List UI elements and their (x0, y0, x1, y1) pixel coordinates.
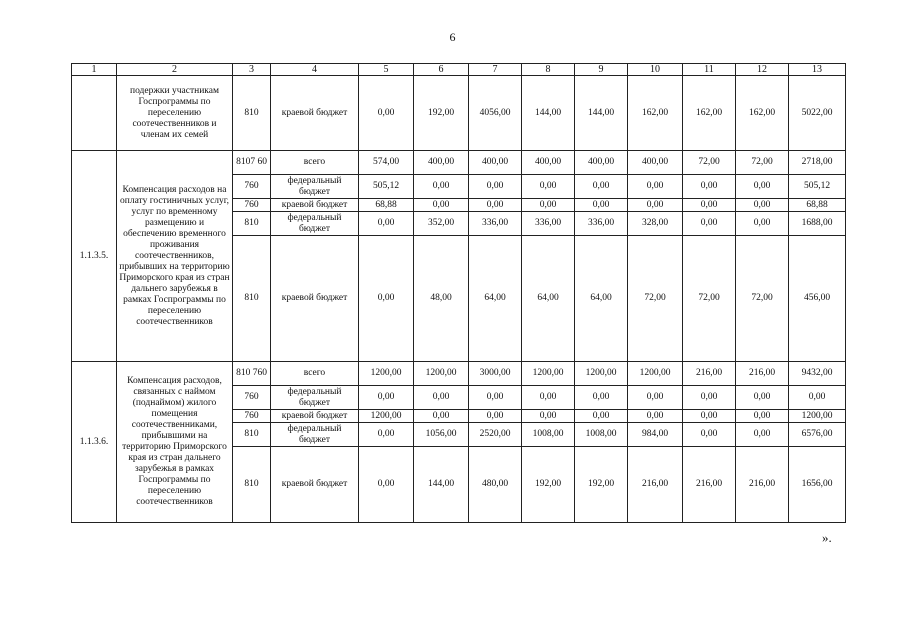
value-cell: 505,12 (359, 175, 414, 199)
value-cell: 0,00 (414, 410, 469, 423)
funding-source: федеральный бюджет (271, 423, 359, 447)
value-cell: 1200,00 (359, 410, 414, 423)
value-cell: 1200,00 (359, 362, 414, 386)
value-cell: 216,00 (736, 362, 789, 386)
value-cell: 0,00 (359, 423, 414, 447)
value-cell: 336,00 (575, 212, 628, 236)
value-cell: 192,00 (575, 447, 628, 523)
funding-source: федеральный бюджет (271, 386, 359, 410)
value-cell: 1008,00 (575, 423, 628, 447)
value-cell: 0,00 (683, 175, 736, 199)
value-cell: 1200,00 (789, 410, 846, 423)
value-cell: 64,00 (522, 236, 575, 362)
funding-source: федеральный бюджет (271, 212, 359, 236)
value-cell: 328,00 (628, 212, 683, 236)
value-cell: 1200,00 (628, 362, 683, 386)
col-header: 11 (683, 64, 736, 76)
value-cell: 68,88 (789, 199, 846, 212)
value-cell: 0,00 (414, 175, 469, 199)
value-cell: 216,00 (683, 447, 736, 523)
page-number: 6 (449, 30, 456, 44)
budget-code: 760 (233, 410, 271, 423)
value-cell: 1200,00 (575, 362, 628, 386)
funding-source: всего (271, 151, 359, 175)
col-header: 2 (117, 64, 233, 76)
value-cell: 0,00 (469, 386, 522, 410)
value-cell: 984,00 (628, 423, 683, 447)
value-cell: 0,00 (736, 386, 789, 410)
value-cell: 0,00 (628, 199, 683, 212)
value-cell: 0,00 (469, 410, 522, 423)
budget-code: 810 (233, 423, 271, 447)
value-cell: 64,00 (575, 236, 628, 362)
value-cell: 72,00 (736, 236, 789, 362)
value-cell: 574,00 (359, 151, 414, 175)
row-number: 1.1.3.6. (72, 362, 117, 523)
value-cell: 144,00 (414, 447, 469, 523)
col-header: 1 (72, 64, 117, 76)
value-cell: 400,00 (522, 151, 575, 175)
value-cell: 0,00 (683, 386, 736, 410)
value-cell: 0,00 (359, 447, 414, 523)
value-cell: 0,00 (414, 386, 469, 410)
value-cell: 1056,00 (414, 423, 469, 447)
funding-source: краевой бюджет (271, 236, 359, 362)
value-cell: 0,00 (522, 410, 575, 423)
value-cell: 505,12 (789, 175, 846, 199)
value-cell: 72,00 (683, 236, 736, 362)
value-cell: 0,00 (683, 423, 736, 447)
value-cell: 72,00 (628, 236, 683, 362)
value-cell: 72,00 (683, 151, 736, 175)
value-cell: 3000,00 (469, 362, 522, 386)
value-cell: 0,00 (628, 410, 683, 423)
measure-name: Компенсация расходов, связанных с наймом (поднаймом) жилого помещения соотечественниками, прибывшими на территорию Приморского края из стран дальнего зарубежья в рамках Госпрограммы по переселению соотечественников (117, 362, 233, 523)
budget-code: 760 (233, 175, 271, 199)
col-header: 6 (414, 64, 469, 76)
value-cell: 162,00 (683, 76, 736, 151)
value-cell: 162,00 (736, 76, 789, 151)
col-header: 12 (736, 64, 789, 76)
funding-source: всего (271, 362, 359, 386)
budget-code: 810 (233, 447, 271, 523)
value-cell: 352,00 (414, 212, 469, 236)
value-cell: 0,00 (736, 423, 789, 447)
value-cell: 0,00 (628, 175, 683, 199)
value-cell: 0,00 (575, 175, 628, 199)
funding-source: краевой бюджет (271, 447, 359, 523)
value-cell: 0,00 (575, 386, 628, 410)
value-cell: 0,00 (575, 410, 628, 423)
value-cell: 0,00 (359, 212, 414, 236)
col-header: 13 (789, 64, 846, 76)
table-row (72, 76, 846, 151)
value-cell: 162,00 (628, 76, 683, 151)
value-cell: 2718,00 (789, 151, 846, 175)
value-cell: 0,00 (575, 199, 628, 212)
value-cell: 0,00 (683, 212, 736, 236)
value-cell: 68,88 (359, 199, 414, 212)
col-header: 3 (233, 64, 271, 76)
value-cell: 0,00 (522, 175, 575, 199)
value-cell: 1200,00 (522, 362, 575, 386)
value-cell: 0,00 (469, 175, 522, 199)
value-cell: 0,00 (359, 236, 414, 362)
value-cell: 72,00 (736, 151, 789, 175)
value-cell: 0,00 (522, 199, 575, 212)
value-cell: 0,00 (736, 175, 789, 199)
budget-code: 810 (233, 236, 271, 362)
value-cell: 2520,00 (469, 423, 522, 447)
budget-table (71, 63, 846, 523)
value-cell: 216,00 (736, 447, 789, 523)
value-cell: 336,00 (522, 212, 575, 236)
value-cell: 4056,00 (469, 76, 522, 151)
value-cell: 0,00 (414, 199, 469, 212)
table-row (72, 362, 846, 386)
value-cell: 144,00 (575, 76, 628, 151)
value-cell: 456,00 (789, 236, 846, 362)
col-header: 7 (469, 64, 522, 76)
col-header: 10 (628, 64, 683, 76)
value-cell: 400,00 (628, 151, 683, 175)
value-cell: 0,00 (736, 199, 789, 212)
value-cell: 0,00 (628, 386, 683, 410)
value-cell: 6576,00 (789, 423, 846, 447)
value-cell: 216,00 (628, 447, 683, 523)
table-row (72, 151, 846, 175)
closing-quote-mark: ». (822, 530, 832, 545)
value-cell: 400,00 (414, 151, 469, 175)
budget-code: 810 (233, 76, 271, 151)
value-cell: 400,00 (469, 151, 522, 175)
value-cell: 0,00 (736, 410, 789, 423)
col-header: 5 (359, 64, 414, 76)
value-cell: 1200,00 (414, 362, 469, 386)
header-row (72, 64, 846, 76)
value-cell: 64,00 (469, 236, 522, 362)
value-cell: 0,00 (736, 212, 789, 236)
funding-source: краевой бюджет (271, 410, 359, 423)
value-cell: 192,00 (414, 76, 469, 151)
value-cell: 1008,00 (522, 423, 575, 447)
value-cell: 144,00 (522, 76, 575, 151)
measure-name: Компенсация расходов на оплату гостиничных услуг, услуг по временному размещению и обеспечению временного проживания соотечественников, прибывших на территорию Приморского края из стран дальнего зарубежья в рамках Госпрограммы по переселению соотечественников (117, 151, 233, 362)
value-cell: 9432,00 (789, 362, 846, 386)
funding-source: краевой бюджет (271, 76, 359, 151)
budget-code: 810 (233, 212, 271, 236)
col-header: 9 (575, 64, 628, 76)
value-cell: 5022,00 (789, 76, 846, 151)
value-cell: 0,00 (522, 386, 575, 410)
row-number (72, 76, 117, 151)
value-cell: 1656,00 (789, 447, 846, 523)
value-cell: 0,00 (789, 386, 846, 410)
value-cell: 0,00 (359, 386, 414, 410)
funding-source: краевой бюджет (271, 199, 359, 212)
budget-code: 760 (233, 199, 271, 212)
value-cell: 48,00 (414, 236, 469, 362)
col-header: 4 (271, 64, 359, 76)
value-cell: 480,00 (469, 447, 522, 523)
value-cell: 216,00 (683, 362, 736, 386)
budget-code: 810 760 (233, 362, 271, 386)
value-cell: 0,00 (683, 199, 736, 212)
measure-name: подержки участникам Госпрограммы по переселению соотечественников и членам их семей (117, 76, 233, 151)
row-number: 1.1.3.5. (72, 151, 117, 362)
value-cell: 0,00 (359, 76, 414, 151)
col-header: 8 (522, 64, 575, 76)
value-cell: 0,00 (469, 199, 522, 212)
funding-source: федеральный бюджет (271, 175, 359, 199)
value-cell: 192,00 (522, 447, 575, 523)
budget-code: 8107 60 (233, 151, 271, 175)
budget-code: 760 (233, 386, 271, 410)
value-cell: 0,00 (683, 410, 736, 423)
value-cell: 1688,00 (789, 212, 846, 236)
value-cell: 400,00 (575, 151, 628, 175)
value-cell: 336,00 (469, 212, 522, 236)
